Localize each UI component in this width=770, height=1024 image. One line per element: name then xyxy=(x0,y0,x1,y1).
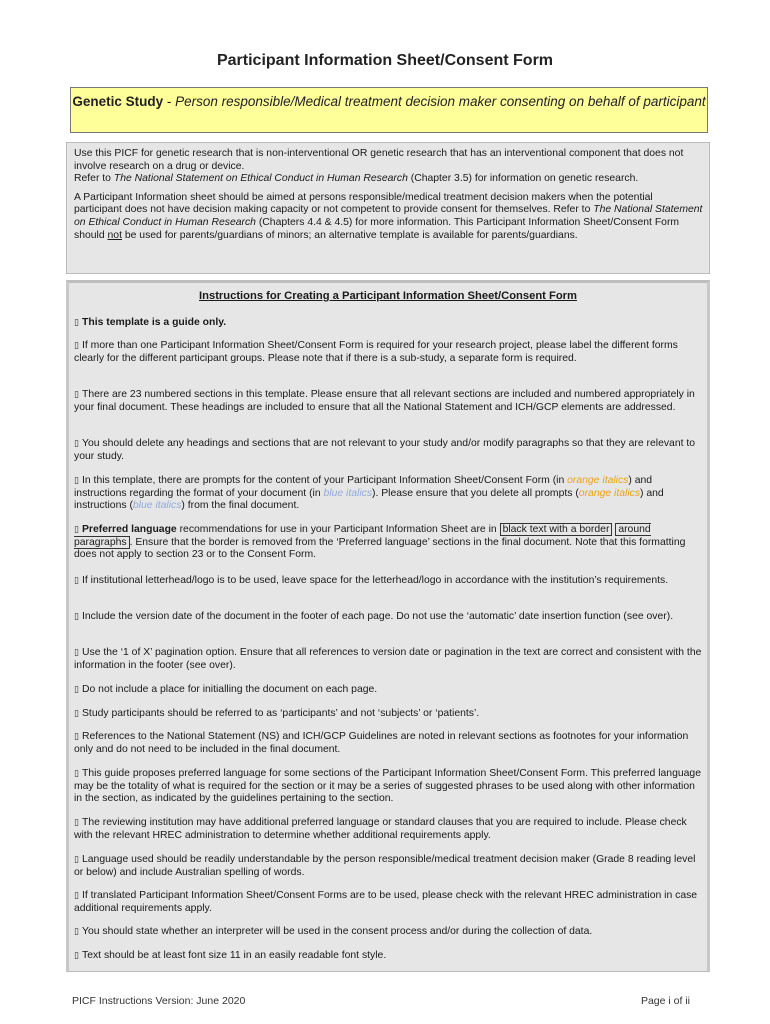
bullet-icon: ▯ xyxy=(74,524,79,534)
bullet-icon: ▯ xyxy=(74,708,79,718)
page-title: Participant Information Sheet/Consent Form xyxy=(216,52,554,69)
instructions-panel xyxy=(66,280,710,972)
instruction-item: ▯ Language used should be readily understandable by the person responsible/medical treatment decision maker (Grade 8 reading level or below) and include Australian spelling of words. xyxy=(74,854,696,878)
bullet-icon: ▯ xyxy=(74,317,79,327)
intro-panel xyxy=(66,142,710,274)
bullet-icon: ▯ xyxy=(74,438,79,448)
bullet-icon: ▯ xyxy=(74,647,79,657)
bullet-icon: ▯ xyxy=(74,926,79,936)
bullet-icon: ▯ xyxy=(74,731,79,741)
instruction-item: ▯ References to the National Statement (NS) and ICH/GCP Guidelines are noted in relevant sections as footnotes for your information only and do not need to be included in the final document. xyxy=(74,731,689,755)
header-dash: - xyxy=(163,94,176,109)
footer-page-number: Page i of ii xyxy=(640,995,690,1007)
instruction-item: ▯ If institutional letterhead/logo is to be used, leave space for the letterhead/logo in accordance with the institution’s requirements. xyxy=(74,575,669,586)
bullet-icon: ▯ xyxy=(74,890,79,900)
bordered-text-sample: around paragraphs xyxy=(74,524,651,548)
bullet-icon: ▯ xyxy=(74,475,79,485)
bordered-text-sample: black text with a border xyxy=(500,523,613,536)
instructions-title: Instructions for Creating a Participant Information Sheet/Consent Form xyxy=(199,290,577,302)
bullet-icon: ▯ xyxy=(74,575,79,585)
instruction-item: ▯ Text should be at least font size 11 in an easily readable font style. xyxy=(74,950,387,961)
instruction-item: ▯ The reviewing institution may have additional preferred language or standard clauses that you are required to include. Please check with the relevant HREC administration to determine whether additional requirements apply. xyxy=(74,817,687,841)
bullet-icon: ▯ xyxy=(74,768,79,778)
bullet-icon: ▯ xyxy=(74,611,79,621)
instruction-item: ▯ This guide proposes preferred language for some sections of the Participant Information Sheet/Consent Form. This preferred language may be the totality of what is required for the section or it may be a series of suggested phrases to be used along with other information in the section, as indicated by the guidelines pertaining to the section. xyxy=(74,768,701,805)
consenting-role: Person responsible/Medical treatment decision maker consenting on behalf of participant xyxy=(175,94,706,109)
instruction-item: ▯ You should state whether an interpreter will be used in the consent process and/or during the collection of data. xyxy=(74,926,593,937)
instruction-item: ▯ You should delete any headings and sections that are not relevant to your study and/or modify paragraphs so that they are relevant to your study. xyxy=(74,438,696,462)
footer-version: PICF Instructions Version: June 2020 xyxy=(72,995,246,1007)
instruction-item: ▯ In this template, there are prompts for the content of your Participant Information Sheet/Consent Form (in orange italics) and instructions regarding the format of your document (in blue italics). Please ensure that you delete all prompts (orange italics) and instructions (blue italics) from the final document. xyxy=(74,475,664,512)
intro-paragraph-1: Use this PICF for genetic research that is non-interventional OR genetic research that has an interventional component that does not involve research on a drug or device. Refer to The National Statement on Ethical Conduct in Human Research (Chapter 3.5) for information on genetic research. xyxy=(74,148,684,185)
bullet-icon: ▯ xyxy=(74,950,79,960)
bullet-icon: ▯ xyxy=(74,340,79,350)
instruction-item: ▯ Include the version date of the document in the footer of each page. Do not use the ‘automatic’ date insertion function (see over). xyxy=(74,611,674,622)
study-type-header xyxy=(70,87,708,133)
bullet-icon: ▯ xyxy=(74,854,79,864)
instruction-item: ▯ This template is a guide only. xyxy=(74,317,227,328)
instruction-item: ▯ Use the ‘1 of X’ pagination option. Ensure that all references to version date or pagination in the text are correct and consistent with the information in the footer (see over). xyxy=(74,647,702,671)
instruction-item: ▯ Study participants should be referred to as ‘participants’ and not ‘subjects’ or ‘patients’. xyxy=(74,708,480,719)
bullet-icon: ▯ xyxy=(74,817,79,827)
instruction-item: ▯ Do not include a place for initialling the document on each page. xyxy=(74,684,378,695)
instruction-item: ▯ Preferred language recommendations for use in your Participant Information Sheet are in black text with a border around paragraphs . Ensure that the border is removed from the ‘Preferred language’ sections in the final document. Note that this formatting does not apply to section 23 or to the Consent Form. xyxy=(74,524,686,561)
instruction-item: ▯ If translated Participant Information Sheet/Consent Forms are to be used, please check with the relevant HREC administration in case additional requirements apply. xyxy=(74,890,698,914)
study-type: Genetic Study xyxy=(72,94,164,109)
instruction-item: ▯ There are 23 numbered sections in this template. Please ensure that all relevant sections are included and numbered appropriately in your final document. These headings are included to ensure that all the National Statement and ICH/GCP elements are addressed. xyxy=(74,389,695,413)
instruction-item: ▯ If more than one Participant Information Sheet/Consent Form is required for your research project, please label the different forms clearly for the different participant groups. Please note that if there is a sub-study, a separate form is required. xyxy=(74,340,678,364)
bullet-icon: ▯ xyxy=(74,684,79,694)
intro-paragraph-2: A Participant Information sheet should be aimed at persons responsible/medical treatment decision makers when the potential participant does not have decision making capacity or not competent to provide consent for themselves. Refer to The National Statement on Ethical Conduct in Human Research (Chapters 4.4 & 4.5) for more information. This Participant Information Sheet/Consent Form should not be used for parents/guardians of minors; an alternative template is available for parents/guardians. xyxy=(74,191,703,241)
bullet-icon: ▯ xyxy=(74,389,79,399)
